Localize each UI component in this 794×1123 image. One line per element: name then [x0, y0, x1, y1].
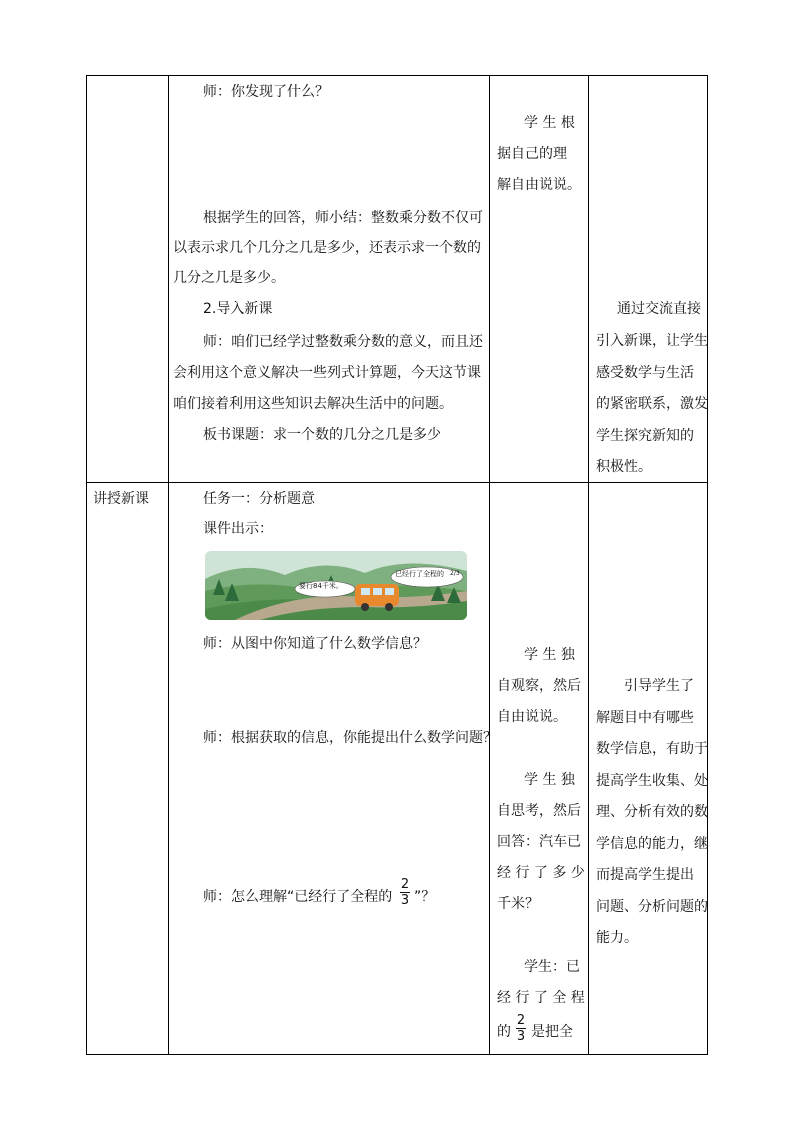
speech-bubble-fraction: 2/3	[450, 570, 460, 577]
design-intent-line: 感受数学与生活	[596, 365, 694, 381]
teacher-summary-line: 几分之几是多少。	[173, 270, 285, 286]
fraction-denominator: 3	[516, 1029, 526, 1044]
closing-quote: ”？	[414, 889, 436, 905]
design-intent-line: 理、分析有效的数	[596, 804, 708, 820]
fraction-two-thirds	[400, 878, 410, 907]
design-intent-line: 学生探究新知的	[596, 428, 694, 444]
student-activity-line: 回答：汽车已	[497, 834, 581, 850]
fraction-numerator: 2	[516, 1013, 526, 1028]
design-intent-line: 积极性。	[596, 459, 652, 475]
teacher-question: 师：你发现了什么？	[203, 84, 329, 100]
design-intent-line: 解题目中有哪些	[596, 710, 694, 726]
speech-bubble-progress: 已经行了全程的	[395, 570, 444, 578]
student-activity-line: 自观察，然后	[497, 678, 581, 694]
teacher-summary-line: 根据学生的回答，师小结：整数乘分数不仅可	[203, 210, 483, 226]
student-activity-line: 自由说说。	[497, 709, 567, 725]
fraction-denominator: 3	[400, 893, 410, 908]
design-intent-line: 能力。	[596, 930, 638, 946]
design-intent-line: 而提高学生提出	[596, 867, 694, 883]
teacher-intro-line: 咱们接着利用这些知识去解决生活中的问题。	[173, 396, 453, 412]
row-divider	[86, 482, 708, 483]
student-activity-line: 千米？	[497, 896, 539, 912]
courseware-illustration	[205, 551, 467, 620]
design-intent-line: 引入新课，让学生	[596, 333, 708, 349]
teacher-question: 师：从图中你知道了什么数学信息？	[203, 636, 427, 652]
board-title: 板书课题：求一个数的几分之几是多少	[203, 427, 441, 443]
design-intent-line: 学信息的能力，继	[596, 836, 708, 852]
stage-label: 讲授新课	[93, 491, 149, 507]
speech-bubble-distance: 要行84千米。	[299, 582, 343, 590]
student-activity-line: 是把全	[531, 1024, 573, 1040]
student-activity-line: 解自由说说。	[497, 177, 581, 193]
column-divider	[489, 75, 490, 1055]
student-activity-line: 学 生 根	[524, 115, 575, 131]
design-intent-line: 问题、分析问题的	[596, 899, 708, 915]
task-heading: 任务一：分析题意	[203, 491, 315, 507]
teacher-summary-line: 以表示求几个几分之几是多少，还表示求一个数的	[173, 240, 481, 256]
teacher-question: 师：根据获取的信息，你能提出什么数学问题？	[203, 730, 497, 746]
student-activity-line: 的	[497, 1024, 511, 1040]
student-activity-line: 学 生 独	[524, 647, 575, 663]
student-activity-line: 学生：已	[524, 959, 580, 975]
student-activity-line: 自思考，然后	[497, 803, 581, 819]
teacher-intro-line: 师：咱们已经学过整数乘分数的意义，而且还	[203, 334, 483, 350]
design-intent-line: 引导学生了	[624, 678, 694, 694]
design-intent-line: 的紧密联系，激发	[596, 396, 708, 412]
student-activity-line: 经 行 了 全 程	[497, 990, 585, 1006]
student-activity-line: 据自己的理	[497, 146, 567, 162]
fraction-two-thirds	[516, 1014, 526, 1043]
student-activity-line: 学 生 独	[524, 772, 575, 788]
column-divider	[588, 75, 589, 1055]
column-divider	[168, 75, 169, 1055]
student-activity-line: 经 行 了 多 少	[497, 865, 585, 881]
design-intent-line: 通过交流直接	[617, 301, 701, 317]
courseware-label: 课件出示：	[203, 521, 273, 537]
fraction-numerator: 2	[400, 877, 410, 892]
design-intent-line: 数学信息，有助于	[596, 741, 708, 757]
teacher-question: 师：怎么理解“已经行了全程的	[203, 889, 393, 905]
teacher-intro-line: 会利用这个意义解决一些列式计算题，今天这节课	[173, 365, 481, 381]
section-heading: 2.导入新课	[203, 301, 273, 317]
design-intent-line: 提高学生收集、处	[596, 773, 708, 789]
table-border-left	[86, 75, 87, 1055]
table-border-bottom	[86, 1054, 708, 1055]
table-border-top	[86, 75, 708, 76]
